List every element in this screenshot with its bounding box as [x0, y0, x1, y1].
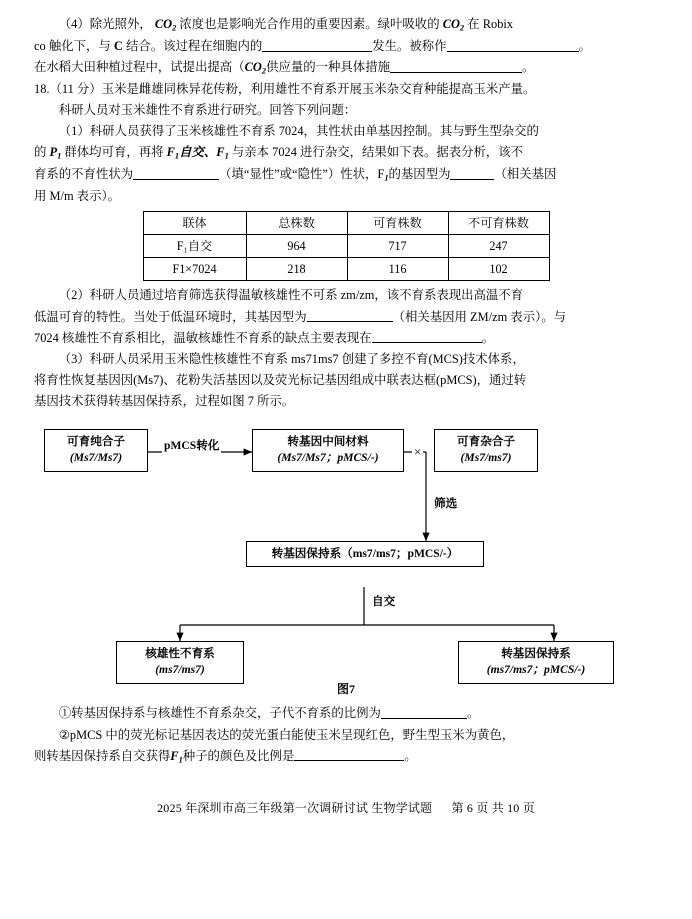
q18-part1-line1 — [34, 121, 658, 141]
q4-l2-a: co — [34, 39, 46, 54]
box-maintainer-line — [458, 641, 614, 684]
box-transgene-intermediate-label: 转基因中间材料 — [287, 434, 369, 448]
blank-q4-2[interactable] — [447, 38, 579, 51]
table-header-cell-2: 可育株数 — [347, 211, 448, 234]
question-4-line-3 — [34, 57, 658, 78]
table-row — [143, 234, 549, 257]
q4-text-a: （4）除光照外， — [58, 17, 152, 31]
table-cell-r0c1: 964 — [246, 234, 347, 257]
q4-co2-1: CO — [154, 17, 173, 31]
q18-p1-h-sub: 1 — [384, 172, 389, 183]
q18-p2-e: 。 — [481, 330, 495, 345]
q4-co2-2-sub: 2 — [459, 22, 465, 33]
q18-p2-d: 7024 核雄性不育系相比，温敏核雄性不育系的缺点主要表现在 — [34, 330, 372, 345]
box-transgene-intermediate — [252, 429, 404, 472]
question-4-line-2 — [34, 36, 658, 56]
table-row — [143, 258, 549, 281]
q18-part1-line2: 的 $P_1$ 群体均可育，再将 $F_1$自交、$F_1$ 与亲本 7024 进行杂交，结果如下表。据表分析，该不 — [34, 145, 524, 161]
blank-q4-1[interactable] — [262, 38, 372, 51]
q4-l2-d: 结合。该过程在细胞内的 — [125, 39, 263, 54]
q18-part2-line3 — [34, 328, 658, 348]
q4-l2-f: 。 — [578, 39, 591, 54]
box-transgenic-maintainer — [246, 541, 484, 567]
label-cross-symbol: × — [412, 441, 423, 462]
sq2-c: F — [170, 748, 179, 763]
q18-part1-line4 — [34, 186, 658, 206]
sq2-a: ②pMCS 中的荧光标记基因表达的荧光蛋白能使玉米呈现红色，野生型玉米为黄色， — [58, 727, 515, 742]
q4-l3-b-sub: 2 — [261, 65, 267, 76]
sq2-d: 种子的颜色及比例是 — [182, 748, 295, 763]
q18-part3-line1: （3）科研人员采用玉米隐性核雄性不育系 ms71ms7 创建了多控不育(MCS)技术体系， — [58, 351, 525, 366]
q18-p1-e: 自交、F — [179, 145, 225, 160]
q18-p1-h: （填“显性”或“隐性”）性状，F — [219, 167, 385, 182]
sq2-c-sub: 1 — [178, 753, 183, 764]
table-header-cell-0: 联体 — [143, 211, 246, 234]
box-fertile-homozygote — [44, 429, 148, 472]
q4-l2-c: C — [113, 39, 123, 54]
page-footer — [0, 799, 692, 816]
box-sterile-line-label: 核雄性不育系 — [145, 646, 215, 660]
q4-l3-a: 在水稻大田种植过程中，试提出提高（ — [34, 60, 245, 75]
q18-p1-b-sub: 1 — [57, 150, 62, 161]
q18-p1-d-sub: 1 — [174, 150, 180, 161]
q18-p1-f: 与亲本 7024 进行杂交，结果如下表。据表分析，该不 — [231, 145, 524, 160]
q18-part1-line3 — [34, 164, 658, 185]
q18-p1-k: 用 M/m 表示）。 — [34, 189, 121, 204]
q4-text-c: 浓度也是影响光合作用的重要因素。绿叶吸收的 — [179, 17, 440, 31]
box-transgenic-maintainer-label: 转基因保持系（ms7/ms7；pMCS/-） — [271, 546, 459, 560]
table-cell-r0c0: F₁自交 — [143, 234, 246, 257]
q18-p1-c: 群体均可育，再将 — [64, 145, 164, 160]
q18-part2-line1: （2）科研人员通过培育筛选获得温敏核雄性不可系 zm/zm，该不育系表现出高温不育 — [58, 288, 524, 303]
blank-sq-2[interactable] — [294, 748, 404, 761]
q4-text-e: 在 — [467, 17, 480, 31]
q18-part3-line3: 基因技术获得转基因保持系，过程如图 7 所示。 — [34, 393, 295, 408]
cross-results-table — [143, 211, 550, 282]
question-18-head: 18.（11 分）玉米是雌雄同株异花传粉，利用雄性不育系开展玉米杂交育种能提高玉米产量。 — [34, 82, 536, 97]
label-screening: 筛选 — [432, 495, 459, 514]
q4-text-f: Robix — [482, 17, 514, 31]
blank-sq-1[interactable] — [381, 706, 467, 719]
blank-q18-1[interactable] — [133, 167, 219, 180]
box-fertile-homozygote-genotype: (Ms7/Ms7) — [69, 451, 123, 465]
table-cell-r1c3: 102 — [448, 258, 549, 281]
question-18-intro: 科研人员对玉米雄性不育系进行研究。回答下列问题： — [58, 103, 357, 118]
sub-question-1 — [34, 703, 658, 723]
sub-question-2-line2 — [34, 746, 658, 767]
q18-part3-line2: 将育性恢复基因因(Ms7)、花粉失活基因以及荧光标记基因组成中联表达框(pMCS)，通过转 — [34, 372, 527, 387]
sq1-a: ①转基因保持系与核雄性不育系杂交，子代不育系的比例为 — [58, 706, 381, 721]
box-fertile-heterozygote — [434, 429, 538, 472]
q4-co2-2: CO — [442, 17, 460, 31]
cross-results-table-wrapper — [34, 211, 658, 282]
table-cell-r1c2: 116 — [347, 258, 448, 281]
q4-l3-b: CO — [244, 60, 262, 75]
q18-p1-d: F — [166, 145, 175, 160]
box-maintainer-line-genotype: (ms7/ms7；pMCS/-) — [486, 663, 586, 677]
q18-p1-a: （1）科研人员获得了玉米核雄性不育系 7024，其性状由单基因控制。其与野生型杂交的 — [58, 124, 539, 139]
figure-caption: 图7 — [336, 681, 355, 696]
q4-l2-b: 触化下，与 — [48, 39, 111, 54]
blank-q4-3[interactable] — [390, 60, 522, 73]
sub-question-2-line1 — [34, 725, 658, 745]
table-header-cell-3: 不可育株数 — [448, 211, 549, 234]
blank-q18-2[interactable] — [450, 167, 494, 180]
footer-page-number: 第 6 页 共 10 页 — [451, 801, 535, 815]
q4-co2-1-sub: 2 — [172, 22, 177, 33]
q4-l2-e: 发生。被称作 — [372, 39, 447, 54]
q18-part2-line2 — [34, 307, 658, 327]
q18-p2-b: 低温可育的特性。当处于低温环境时，其基因型为 — [34, 309, 307, 324]
footer-title: 2025 年深圳市高三年级第一次调研讨试 生物学试题 — [157, 801, 433, 815]
box-maintainer-line-label: 转基因保持系 — [501, 646, 571, 660]
blank-q18-4[interactable] — [372, 330, 482, 343]
sq2-b: 则转基因保持系自交获得 — [34, 748, 171, 763]
table-header-row — [143, 211, 549, 234]
box-fertile-heterozygote-genotype: (Ms7/ms7) — [460, 451, 512, 465]
table-cell-r1c1: 218 — [246, 258, 347, 281]
box-transgene-intermediate-genotype: (Ms7/Ms7；pMCS/-) — [277, 451, 379, 465]
question-4-line-1 — [34, 14, 658, 35]
box-fertile-heterozygote-label: 可育杂合子 — [457, 434, 515, 448]
table-header-cell-1: 总株数 — [246, 211, 347, 234]
table-cell-r0c2: 717 — [347, 234, 448, 257]
q18-p1-b: P — [49, 145, 58, 160]
box-sterile-line — [116, 641, 244, 684]
box-sterile-line-genotype: (ms7/ms7) — [155, 663, 205, 677]
q18-p1-g: 育系的不育性状为 — [34, 167, 134, 182]
sq1-b: 。 — [466, 706, 480, 721]
table-cell-r0c3: 247 — [448, 234, 549, 257]
blank-q18-3[interactable] — [307, 309, 393, 322]
label-selfing: 自交 — [370, 593, 397, 612]
label-pmcs-transform: pMCS转化 — [162, 437, 221, 456]
q4-l3-c: 供应量的一种具体措施 — [266, 60, 390, 75]
q18-p2-c: （相关基因用 ZM/zm 表示）。与 — [392, 309, 567, 324]
q18-p1-i: 的基因型为 — [388, 167, 451, 182]
q18-p1-e-sub: 1 — [224, 150, 229, 161]
q4-l3-d: 。 — [521, 60, 535, 75]
table-cell-r1c0: F1×7024 — [143, 258, 246, 281]
sq2-e: 。 — [404, 748, 417, 763]
q18-p1-j: （相关基因 — [494, 167, 557, 182]
box-fertile-homozygote-label: 可育纯合子 — [67, 434, 125, 448]
mcs-flow-diagram — [34, 417, 658, 679]
